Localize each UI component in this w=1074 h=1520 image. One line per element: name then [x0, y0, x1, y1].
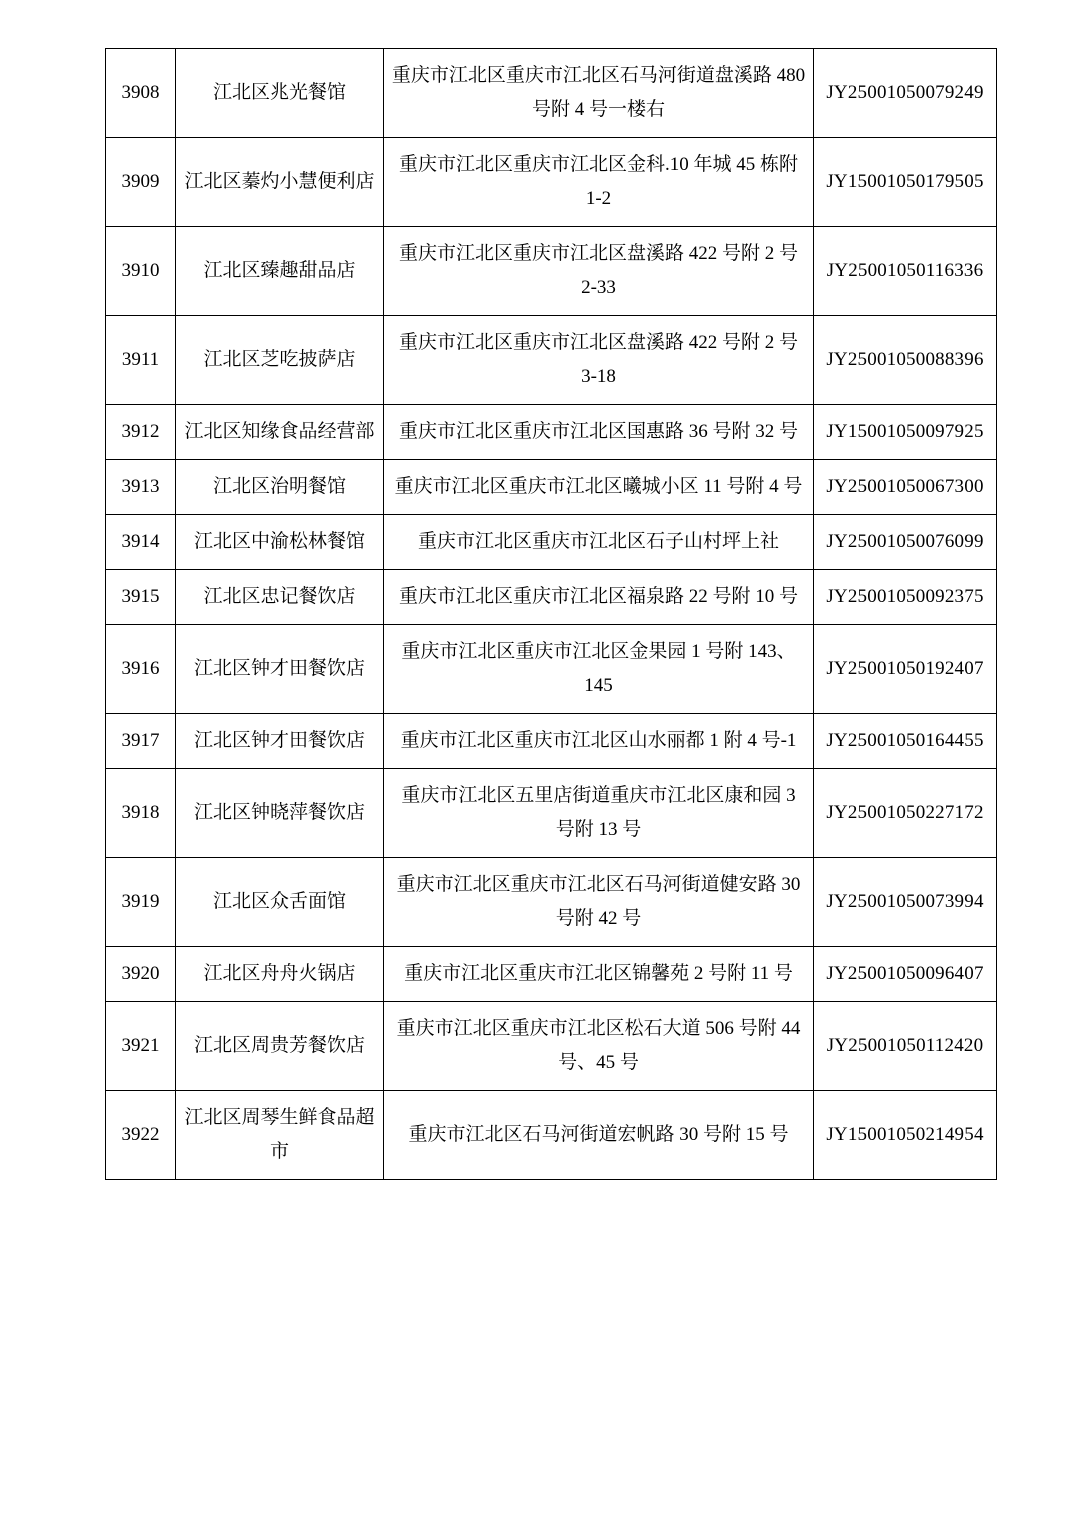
row-license-code: JY25001050079249	[814, 49, 997, 138]
table-row	[106, 858, 997, 947]
row-index: 3911	[106, 316, 176, 405]
row-address: 重庆市江北区石马河街道宏帆路 30 号附 15 号	[384, 1091, 814, 1180]
table-row	[106, 515, 997, 570]
license-table	[105, 48, 997, 1180]
row-index: 3908	[106, 49, 176, 138]
row-license-code: JY25001050073994	[814, 858, 997, 947]
row-index: 3913	[106, 460, 176, 515]
row-index: 3917	[106, 714, 176, 769]
row-address: 重庆市江北区重庆市江北区盘溪路 422 号附 2 号 3-18	[384, 316, 814, 405]
row-index: 3920	[106, 947, 176, 1002]
table-row	[106, 138, 997, 227]
row-address: 重庆市江北区重庆市江北区松石大道 506 号附 44 号、45 号	[384, 1002, 814, 1091]
row-address: 重庆市江北区重庆市江北区曦城小区 11 号附 4 号	[384, 460, 814, 515]
row-license-code: JY15001050179505	[814, 138, 997, 227]
row-address: 重庆市江北区重庆市江北区金果园 1 号附 143、145	[384, 625, 814, 714]
row-address: 重庆市江北区重庆市江北区盘溪路 422 号附 2 号 2-33	[384, 227, 814, 316]
row-license-code: JY25001050116336	[814, 227, 997, 316]
row-address: 重庆市江北区重庆市江北区锦馨苑 2 号附 11 号	[384, 947, 814, 1002]
row-name: 江北区周贵芳餐饮店	[176, 1002, 384, 1091]
table-row	[106, 625, 997, 714]
row-address: 重庆市江北区重庆市江北区国惠路 36 号附 32 号	[384, 405, 814, 460]
table-row	[106, 49, 997, 138]
row-index: 3910	[106, 227, 176, 316]
table-row	[106, 405, 997, 460]
row-name: 江北区钟才田餐饮店	[176, 625, 384, 714]
row-license-code: JY25001050164455	[814, 714, 997, 769]
row-license-code: JY25001050067300	[814, 460, 997, 515]
row-address: 重庆市江北区重庆市江北区福泉路 22 号附 10 号	[384, 570, 814, 625]
row-name: 江北区忠记餐饮店	[176, 570, 384, 625]
row-index: 3922	[106, 1091, 176, 1180]
table-row	[106, 227, 997, 316]
row-index: 3918	[106, 769, 176, 858]
row-license-code: JY25001050112420	[814, 1002, 997, 1091]
row-license-code: JY25001050076099	[814, 515, 997, 570]
table-row	[106, 947, 997, 1002]
row-license-code: JY25001050088396	[814, 316, 997, 405]
row-name: 江北区蓁灼小慧便利店	[176, 138, 384, 227]
row-address: 重庆市江北区五里店街道重庆市江北区康和园 3 号附 13 号	[384, 769, 814, 858]
row-index: 3912	[106, 405, 176, 460]
table-row	[106, 769, 997, 858]
row-name: 江北区治明餐馆	[176, 460, 384, 515]
table-row	[106, 1091, 997, 1180]
row-license-code: JY25001050096407	[814, 947, 997, 1002]
row-name: 江北区钟才田餐饮店	[176, 714, 384, 769]
row-name: 江北区臻趣甜品店	[176, 227, 384, 316]
row-license-code: JY25001050092375	[814, 570, 997, 625]
row-name: 江北区中渝松林餐馆	[176, 515, 384, 570]
row-index: 3914	[106, 515, 176, 570]
table-row	[106, 316, 997, 405]
row-index: 3915	[106, 570, 176, 625]
row-address: 重庆市江北区重庆市江北区金科.10 年城 45 栋附 1-2	[384, 138, 814, 227]
table-row	[106, 570, 997, 625]
row-index: 3909	[106, 138, 176, 227]
row-index: 3916	[106, 625, 176, 714]
row-address: 重庆市江北区重庆市江北区石马河街道盘溪路 480 号附 4 号一楼右	[384, 49, 814, 138]
row-license-code: JY15001050097925	[814, 405, 997, 460]
row-index: 3921	[106, 1002, 176, 1091]
row-name: 江北区知缘食品经营部	[176, 405, 384, 460]
row-address: 重庆市江北区重庆市江北区石子山村坪上社	[384, 515, 814, 570]
row-address: 重庆市江北区重庆市江北区石马河街道健安路 30 号附 42 号	[384, 858, 814, 947]
row-name: 江北区众舌面馆	[176, 858, 384, 947]
row-license-code: JY25001050227172	[814, 769, 997, 858]
row-license-code: JY15001050214954	[814, 1091, 997, 1180]
row-name: 江北区芝吃披萨店	[176, 316, 384, 405]
row-name: 江北区兆光餐馆	[176, 49, 384, 138]
table-row	[106, 1002, 997, 1091]
table-row	[106, 460, 997, 515]
row-name: 江北区钟晓萍餐饮店	[176, 769, 384, 858]
row-license-code: JY25001050192407	[814, 625, 997, 714]
table-row	[106, 714, 997, 769]
row-name: 江北区周琴生鲜食品超市	[176, 1091, 384, 1180]
row-name: 江北区舟舟火锅店	[176, 947, 384, 1002]
table-body	[106, 49, 997, 1180]
row-index: 3919	[106, 858, 176, 947]
row-address: 重庆市江北区重庆市江北区山水丽都 1 附 4 号-1	[384, 714, 814, 769]
